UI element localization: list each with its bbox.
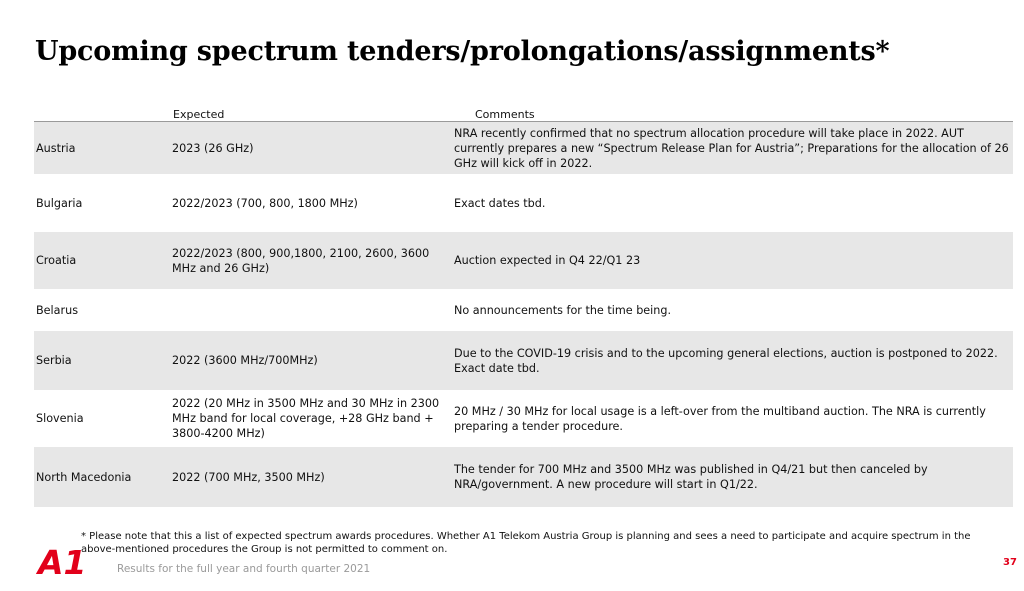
row-comment: No announcements for the time being. [454, 303, 672, 317]
table-row [34, 289, 1013, 331]
row-comment: The tender for 700 MHz and 3500 MHz was published in Q4/21 but then canceled by NRA/government. A new procedure will start in Q1/22. [454, 463, 928, 491]
row-country: Belarus [36, 303, 79, 317]
row-comment: Exact dates tbd. [454, 196, 546, 210]
row-expected: 2022/2023 (800, 900,1800, 2100, 2600, 3600 MHz and 26 GHz) [172, 246, 430, 275]
table-row [34, 447, 1013, 507]
row-expected: 2022 (700 MHz, 3500 MHz) [172, 470, 325, 484]
row-expected: 2022 (20 MHz in 3500 MHz and 30 MHz in 2300 MHz band for local coverage, +28 GHz band + 3800-4200 MHz) [172, 397, 440, 440]
page-title: Upcoming spectrum tenders/prolongations/assignments* [35, 36, 890, 67]
a1-logo [37, 541, 87, 582]
row-expected [172, 289, 452, 331]
table-row [34, 331, 1013, 390]
row-country: Slovenia [36, 412, 84, 425]
row-comment: Auction expected in Q4 22/Q1 23 [454, 254, 641, 267]
row-country: Croatia [36, 254, 77, 267]
row-comment: Due to the COVID-19 crisis and to the upcoming general elections, auction is postponed to 2022. Exact date tbd. [454, 346, 998, 375]
table-row [34, 122, 1013, 174]
table-row [34, 174, 1013, 232]
column-header-expected: Expected [173, 108, 225, 121]
row-expected: 2022 (3600 MHz/700MHz) [172, 354, 318, 367]
column-header-comments: Comments [475, 108, 535, 121]
row-expected: 2023 (26 GHz) [172, 141, 254, 155]
table-row [34, 390, 1013, 447]
table-row [34, 232, 1013, 289]
presentation-subtitle: Results for the full year and fourth quarter 2021 [117, 563, 371, 575]
svg-text:A1: A1 [38, 543, 87, 582]
row-country: Serbia [36, 354, 72, 367]
footnote: * Please note that this a list of expected spectrum awards procedures. Whether A1 Telekom Austria Group is planning and sees a need to participate and acquire spectrum in the above-mentioned procedures the Group is not permitted to comment on. [81, 531, 971, 555]
row-country: Austria [36, 141, 76, 155]
row-comment: 20 MHz / 30 MHz for local usage is a left-over from the multiband auction. The NRA is currently preparing a tender procedure. [454, 404, 986, 433]
row-country: North Macedonia [36, 470, 132, 484]
row-expected: 2022/2023 (700, 800, 1800 MHz) [172, 196, 358, 210]
row-comment: NRA recently confirmed that no spectrum allocation procedure will take place in 2022. AUT currently prepares a new “Spectrum Release Plan for Austria”; Preparations for the allocation of 26 GHz will kick off in 2022. [454, 126, 1009, 170]
page-number: 37 [1003, 557, 1017, 568]
row-country: Bulgaria [36, 196, 83, 210]
